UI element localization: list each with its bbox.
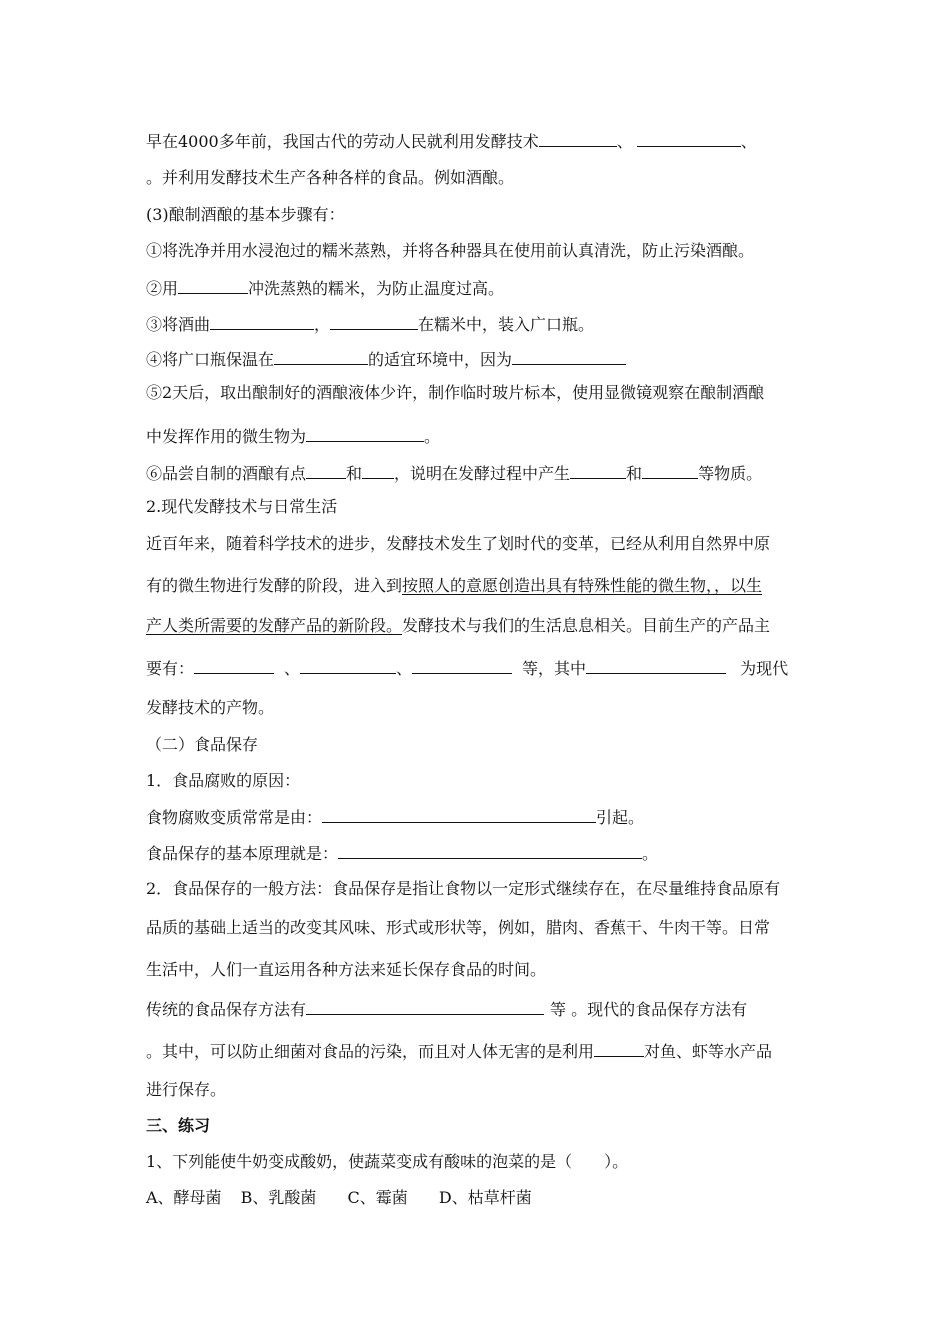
methods-2: 品质的基础上适当的改变其风味、形式或形状等，例如，腊肉、香蕉干、牛肉干等。日常 bbox=[146, 918, 771, 937]
blank[interactable] bbox=[637, 130, 741, 147]
blank[interactable] bbox=[306, 425, 424, 442]
intro-line-2: 。并利用发酵技术生产各种各样的食品。例如酒酿。 bbox=[146, 168, 515, 187]
option-d[interactable]: D、枯草杆菌 bbox=[438, 1188, 532, 1207]
blank[interactable] bbox=[322, 806, 596, 823]
modern-p3: 产人类所需要的发酵产品的新阶段。发酵技术与我们的生活息息相关。目前生产的产品主 bbox=[146, 616, 771, 635]
option-c[interactable]: C、霉菌 bbox=[347, 1188, 408, 1207]
blank[interactable] bbox=[330, 313, 418, 330]
blank[interactable] bbox=[362, 462, 394, 479]
step-6: ⑥品尝自制的酒酿有点 和 ，说明在发酵过程中产生 和 等物质。 bbox=[146, 464, 763, 483]
principle-line: 食品保存的基本原理就是： 。 bbox=[146, 844, 659, 863]
modern-methods: 。其中，可以防止细菌对食品的污染，而且对人体无害的是利用 对鱼、虾等水产品 bbox=[146, 1042, 773, 1061]
blank[interactable] bbox=[412, 657, 512, 674]
steps-heading: (3)酿制酒酿的基本步骤有： bbox=[146, 205, 345, 224]
cause-line: 食物腐败变质常常是由： 引起。 bbox=[146, 808, 645, 827]
blank[interactable] bbox=[570, 462, 626, 479]
blank[interactable] bbox=[512, 348, 626, 365]
blank[interactable] bbox=[594, 1040, 644, 1057]
preservation-heading: （二）食品保存 bbox=[146, 735, 259, 754]
modern-methods-cont: 进行保存。 bbox=[146, 1080, 227, 1099]
exercise-heading: 三、练习 bbox=[146, 1116, 211, 1135]
methods-1: 2．食品保存的一般方法：食品保存是指让食物以一定形式继续存在，在尽量维持食品原有 bbox=[146, 879, 781, 898]
option-b[interactable]: B、乳酸菌 bbox=[240, 1188, 317, 1207]
blank[interactable] bbox=[539, 130, 617, 147]
question-1-options bbox=[146, 1188, 532, 1208]
cause-heading: 1．食品腐败的原因： bbox=[146, 771, 301, 790]
modern-p1: 近百年来，随着科学技术的进步，发酵技术发生了划时代的变革，已经从利用自然界中原 bbox=[146, 534, 771, 553]
modern-p5: 发酵技术的产物。 bbox=[146, 698, 275, 717]
blank[interactable] bbox=[210, 313, 314, 330]
blank[interactable] bbox=[642, 462, 698, 479]
blank[interactable] bbox=[306, 462, 346, 479]
methods-3: 生活中，人们一直运用各种方法来延长保存食品的时间。 bbox=[146, 960, 547, 979]
step-1: ①将洗净并用水浸泡过的糯米蒸熟，并将各种器具在使用前认真清洗，防止污染酒酿。 bbox=[146, 241, 755, 260]
modern-p4: 要有： 、 、 等，其中 为现代 bbox=[146, 659, 789, 678]
intro-line: 早在4000多年前，我国古代的劳动人民就利用发酵技术 、 、 bbox=[146, 132, 757, 151]
modern-heading: 2.现代发酵技术与日常生活 bbox=[146, 497, 338, 516]
traditional-methods: 传统的食品保存方法有 等 。现代的食品保存方法有 bbox=[146, 1000, 748, 1019]
step-2: ②用 冲洗蒸熟的糯米，为防止温度过高。 bbox=[146, 279, 505, 298]
blank[interactable] bbox=[586, 657, 726, 674]
step-3: ③将酒曲 ， 在糯米中，装入广口瓶。 bbox=[146, 315, 595, 334]
blank[interactable] bbox=[194, 657, 274, 674]
blank[interactable] bbox=[306, 998, 544, 1015]
blank[interactable] bbox=[178, 277, 248, 294]
step-4: ④将广口瓶保温在 的适宜环境中，因为 bbox=[146, 348, 626, 370]
step-5: ⑤2天后，取出酿制好的酒酿液体少许，制作临时玻片标本，使用显微镜观察在酿制酒酿 bbox=[146, 383, 765, 402]
option-a[interactable]: A、酵母菌 bbox=[146, 1188, 222, 1207]
blank[interactable] bbox=[300, 657, 396, 674]
step-5-cont: 中发挥作用的微生物为 。 bbox=[146, 427, 441, 446]
blank[interactable] bbox=[338, 842, 642, 859]
blank[interactable] bbox=[274, 348, 368, 365]
question-1: 1、下列能使牛奶变成酸奶，使蔬菜变成有酸味的泡菜的是（ ）。 bbox=[146, 1152, 629, 1171]
modern-p2: 有的微生物进行发酵的阶段，进入到按照人的意愿创造出具有特殊性能的微生物，，以生 bbox=[146, 576, 763, 595]
